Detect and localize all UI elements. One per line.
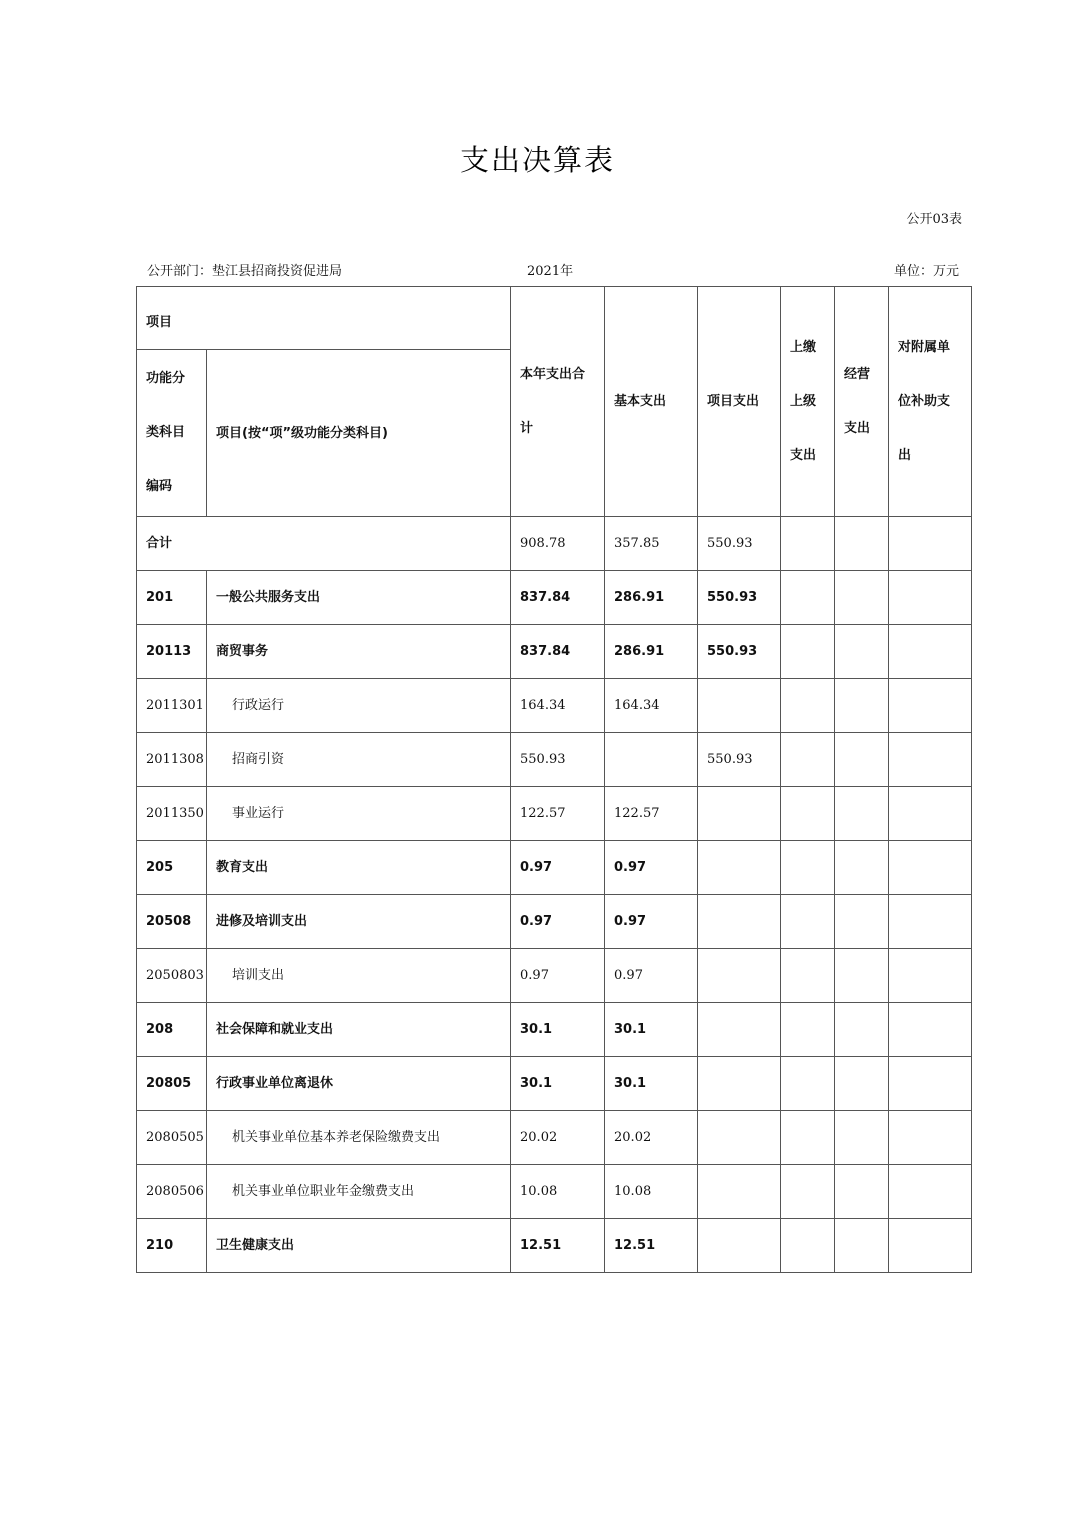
row-project: 550.93 — [698, 625, 781, 679]
table-row — [137, 625, 972, 679]
row-code: 2050803 — [137, 949, 207, 1003]
unit-label: 单位：万元 — [893, 264, 959, 279]
table-row — [137, 787, 972, 841]
row-remit — [781, 787, 835, 841]
table-row — [137, 517, 972, 571]
row-basic: 30.1 — [605, 1003, 698, 1057]
row-business — [835, 787, 889, 841]
row-remit — [781, 733, 835, 787]
row-subsidy — [889, 1057, 972, 1111]
row-name: 商贸事务 — [207, 625, 511, 679]
row-total: 837.84 — [511, 625, 605, 679]
row-subsidy — [889, 571, 972, 625]
row-remit — [781, 1219, 835, 1273]
row-name: 机关事业单位职业年金缴费支出 — [207, 1165, 511, 1219]
row-business — [835, 949, 889, 1003]
table-row — [137, 841, 972, 895]
row-remit — [781, 1003, 835, 1057]
table-row — [137, 1111, 972, 1165]
row-remit — [781, 517, 835, 571]
row-project — [698, 949, 781, 1003]
row-remit — [781, 949, 835, 1003]
row-project: 550.93 — [698, 517, 781, 571]
row-project — [698, 1165, 781, 1219]
row-total: 0.97 — [511, 841, 605, 895]
row-project: 550.93 — [698, 733, 781, 787]
row-code: 20113 — [137, 625, 207, 679]
row-name: 社会保障和就业支出 — [207, 1003, 511, 1057]
row-name: 教育支出 — [207, 841, 511, 895]
row-basic: 20.02 — [605, 1111, 698, 1165]
row-subsidy — [889, 1165, 972, 1219]
header-business: 经营 支出 — [835, 287, 889, 517]
row-subsidy — [889, 1219, 972, 1273]
department-label: 公开部门：垫江县招商投资促进局 — [147, 264, 343, 279]
header-func-code: 功能分 类科目 编码 — [137, 350, 207, 517]
header-basic: 基本支出 — [605, 287, 698, 517]
row-business — [835, 1219, 889, 1273]
row-code: 20508 — [137, 895, 207, 949]
header-project-expense: 项目支出 — [698, 287, 781, 517]
row-total: 30.1 — [511, 1057, 605, 1111]
row-business — [835, 895, 889, 949]
row-basic: 30.1 — [605, 1057, 698, 1111]
row-subsidy — [889, 1111, 972, 1165]
row-project — [698, 1057, 781, 1111]
row-project — [698, 1003, 781, 1057]
row-business — [835, 841, 889, 895]
row-business — [835, 733, 889, 787]
row-total: 0.97 — [511, 949, 605, 1003]
row-code: 合计 — [137, 517, 511, 571]
row-basic: 286.91 — [605, 625, 698, 679]
row-business — [835, 1003, 889, 1057]
row-code: 205 — [137, 841, 207, 895]
row-total: 837.84 — [511, 571, 605, 625]
row-business — [835, 1165, 889, 1219]
row-subsidy — [889, 733, 972, 787]
table-row — [137, 1003, 972, 1057]
row-name: 卫生健康支出 — [207, 1219, 511, 1273]
row-basic — [605, 733, 698, 787]
row-total: 122.57 — [511, 787, 605, 841]
row-basic: 12.51 — [605, 1219, 698, 1273]
table-row — [137, 679, 972, 733]
row-subsidy — [889, 517, 972, 571]
row-name: 行政运行 — [207, 679, 511, 733]
row-code: 2080506 — [137, 1165, 207, 1219]
row-business — [835, 625, 889, 679]
row-project — [698, 679, 781, 733]
row-subsidy — [889, 949, 972, 1003]
row-project: 550.93 — [698, 571, 781, 625]
row-project — [698, 1111, 781, 1165]
row-project — [698, 1219, 781, 1273]
row-code: 2011350 — [137, 787, 207, 841]
row-basic: 10.08 — [605, 1165, 698, 1219]
row-code: 2011308 — [137, 733, 207, 787]
row-basic: 164.34 — [605, 679, 698, 733]
row-project — [698, 787, 781, 841]
row-name: 培训支出 — [207, 949, 511, 1003]
row-project — [698, 841, 781, 895]
row-remit — [781, 1165, 835, 1219]
expenditure-table — [136, 286, 972, 1273]
header-subsidy: 对附属单 位补助支 出 — [889, 287, 972, 517]
row-subsidy — [889, 841, 972, 895]
row-basic: 0.97 — [605, 895, 698, 949]
row-name: 行政事业单位离退休 — [207, 1057, 511, 1111]
row-name: 招商引资 — [207, 733, 511, 787]
row-name: 一般公共服务支出 — [207, 571, 511, 625]
row-business — [835, 679, 889, 733]
table-row — [137, 733, 972, 787]
header-project: 项目 — [137, 287, 511, 350]
header-project-name: 项目(按“项”级功能分类科目) — [207, 350, 511, 517]
row-code: 20805 — [137, 1057, 207, 1111]
row-remit — [781, 841, 835, 895]
row-remit — [781, 625, 835, 679]
row-business — [835, 1111, 889, 1165]
header-remit: 上缴 上级 支出 — [781, 287, 835, 517]
row-subsidy — [889, 1003, 972, 1057]
row-business — [835, 517, 889, 571]
row-subsidy — [889, 625, 972, 679]
row-subsidy — [889, 895, 972, 949]
header-total: 本年支出合 计 — [511, 287, 605, 517]
row-code: 2080505 — [137, 1111, 207, 1165]
row-name: 进修及培训支出 — [207, 895, 511, 949]
row-total: 30.1 — [511, 1003, 605, 1057]
row-remit — [781, 1057, 835, 1111]
row-code: 2011301 — [137, 679, 207, 733]
row-code: 208 — [137, 1003, 207, 1057]
row-subsidy — [889, 679, 972, 733]
row-total: 550.93 — [511, 733, 605, 787]
row-total: 12.51 — [511, 1219, 605, 1273]
row-basic: 357.85 — [605, 517, 698, 571]
page-title: 支出决算表 — [459, 143, 615, 177]
row-project — [698, 895, 781, 949]
row-subsidy — [889, 787, 972, 841]
row-remit — [781, 571, 835, 625]
row-remit — [781, 1111, 835, 1165]
row-total: 164.34 — [511, 679, 605, 733]
row-remit — [781, 895, 835, 949]
row-basic: 122.57 — [605, 787, 698, 841]
row-business — [835, 571, 889, 625]
row-basic: 286.91 — [605, 571, 698, 625]
row-total: 908.78 — [511, 517, 605, 571]
row-remit — [781, 679, 835, 733]
table-row — [137, 571, 972, 625]
table-row — [137, 949, 972, 1003]
row-total: 0.97 — [511, 895, 605, 949]
row-total: 10.08 — [511, 1165, 605, 1219]
table-row — [137, 895, 972, 949]
year-label: 2021年 — [527, 264, 574, 279]
row-code: 201 — [137, 571, 207, 625]
row-code: 210 — [137, 1219, 207, 1273]
row-name: 事业运行 — [207, 787, 511, 841]
table-row — [137, 1057, 972, 1111]
row-total: 20.02 — [511, 1111, 605, 1165]
table-row — [137, 1165, 972, 1219]
form-number: 公开03表 — [906, 212, 962, 227]
table-row — [137, 1219, 972, 1273]
row-business — [835, 1057, 889, 1111]
row-basic: 0.97 — [605, 841, 698, 895]
row-name: 机关事业单位基本养老保险缴费支出 — [207, 1111, 511, 1165]
row-basic: 0.97 — [605, 949, 698, 1003]
